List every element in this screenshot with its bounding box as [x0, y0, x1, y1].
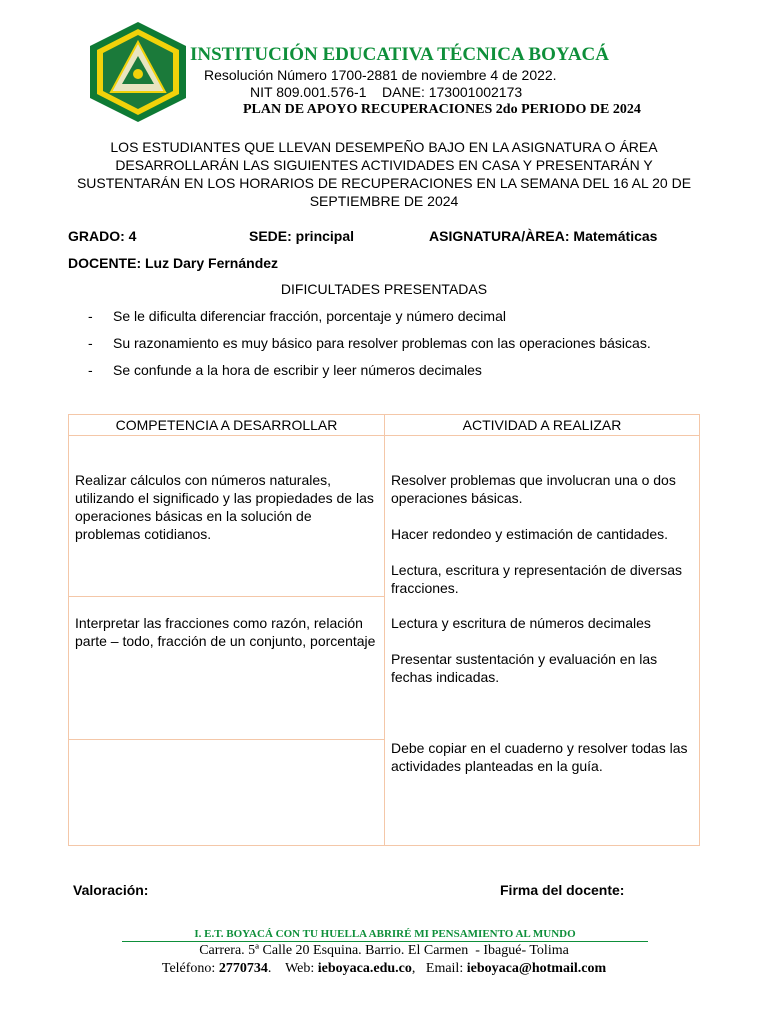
table-divider — [384, 415, 385, 845]
activity-item: Lectura, escritura y representación de diversas fracciones. — [391, 562, 683, 596]
assessment-label: Valoración: — [73, 882, 149, 898]
difficulty-text: Se confunde a la hora de escribir y leer números decimales — [113, 362, 482, 378]
plan-title: PLAN DE APOYO RECUPERACIONES 2do PERIODO DE 2024 — [243, 102, 641, 117]
competence-cell: Realizar cálculos con números naturales, utilizando el significado y las propiedades de las operaciones básicas en la solución de problemas cotidianos. — [75, 472, 374, 542]
footer-address: Carrera. 5ª Calle 20 Esquina. Barrio. El Carmen - Ibagué- Tolima — [199, 943, 569, 958]
plan-table — [68, 414, 700, 846]
row-rule — [69, 596, 384, 597]
difficulty-item — [88, 362, 482, 378]
difficulty-text: Su razonamiento es muy básico para resolver problemas con las operaciones básicas. — [113, 335, 651, 351]
institution-name: INSTITUCIÓN EDUCATIVA TÉCNICA BOYACÁ — [190, 44, 609, 65]
difficulty-item — [88, 335, 651, 351]
activity-item: Resolver problemas que involucran una o dos operaciones básicas. — [391, 472, 676, 506]
teacher-signature-label: Firma del docente: — [500, 882, 625, 898]
intro-paragraph: LOS ESTUDIANTES QUE LLEVAN DESEMPEÑO BAJO EN LA ASIGNATURA O ÁREA DESARROLLARÁN LAS SIGUIENTES ACTIVIDADES EN CASA Y PRESENTARÁN Y SUSTENTARÁN EN LOS HORARIOS DE RECUPERACIONES EN LA SEMANA DEL 16 AL 20 DE SEPTIEMBRE DE 2024 — [76, 139, 692, 209]
bullet-dash: - — [88, 335, 93, 351]
website-link[interactable]: ieboyaca.edu.co — [317, 961, 412, 976]
web-label: . Web: — [267, 961, 318, 976]
phone-number: 2770734 — [218, 961, 268, 976]
difficulties-title: DIFICULTADES PRESENTADAS — [280, 281, 488, 297]
teacher-label: DOCENTE: Luz Dary Fernández — [68, 255, 279, 271]
competence-cell: Interpretar las fracciones como razón, relación parte – todo, fracción de un conjunto, porcentaje — [75, 615, 376, 649]
bullet-dash: - — [88, 362, 93, 378]
row-rule — [69, 739, 384, 740]
phone-label: Teléfono: — [161, 961, 219, 976]
footer-motto: I. E.T. BOYACÁ CON TU HUELLA ABRIRÉ MI PENSAMIENTO AL MUNDO — [122, 928, 648, 942]
nit-dane-line: NIT 809.001.576-1 DANE: 173001002173 — [250, 84, 523, 100]
header-rule — [69, 435, 699, 436]
competence-header: COMPETENCIA A DESARROLLAR — [115, 417, 338, 433]
activity-item: Hacer redondeo y estimación de cantidades. — [391, 526, 669, 542]
grade-label: GRADO: 4 — [68, 228, 137, 244]
subject-label: ASIGNATURA/ÀREA: Matemáticas — [429, 228, 658, 244]
activity-item: Presentar sustentación y evaluación en las fechas indicadas. — [391, 651, 658, 685]
difficulty-item — [88, 308, 506, 324]
bullet-dash: - — [88, 308, 93, 324]
email-label: , Email: — [411, 961, 467, 976]
activity-item: Debe copiar en el cuaderno y resolver todas las actividades planteadas en la guía. — [391, 740, 688, 774]
resolution-line: Resolución Número 1700-2881 de noviembre 4 de 2022. — [204, 67, 557, 83]
activity-header: ACTIVIDAD A REALIZAR — [462, 417, 622, 433]
activity-item: Lectura y escritura de números decimales — [391, 615, 651, 631]
school-crest-icon — [86, 20, 190, 124]
campus-label: SEDE: principal — [249, 228, 355, 244]
email-link[interactable]: ieboyaca@hotmail.com — [466, 961, 607, 976]
difficulty-text: Se le dificulta diferenciar fracción, porcentaje y número decimal — [113, 308, 506, 324]
footer-contact — [68, 961, 700, 977]
